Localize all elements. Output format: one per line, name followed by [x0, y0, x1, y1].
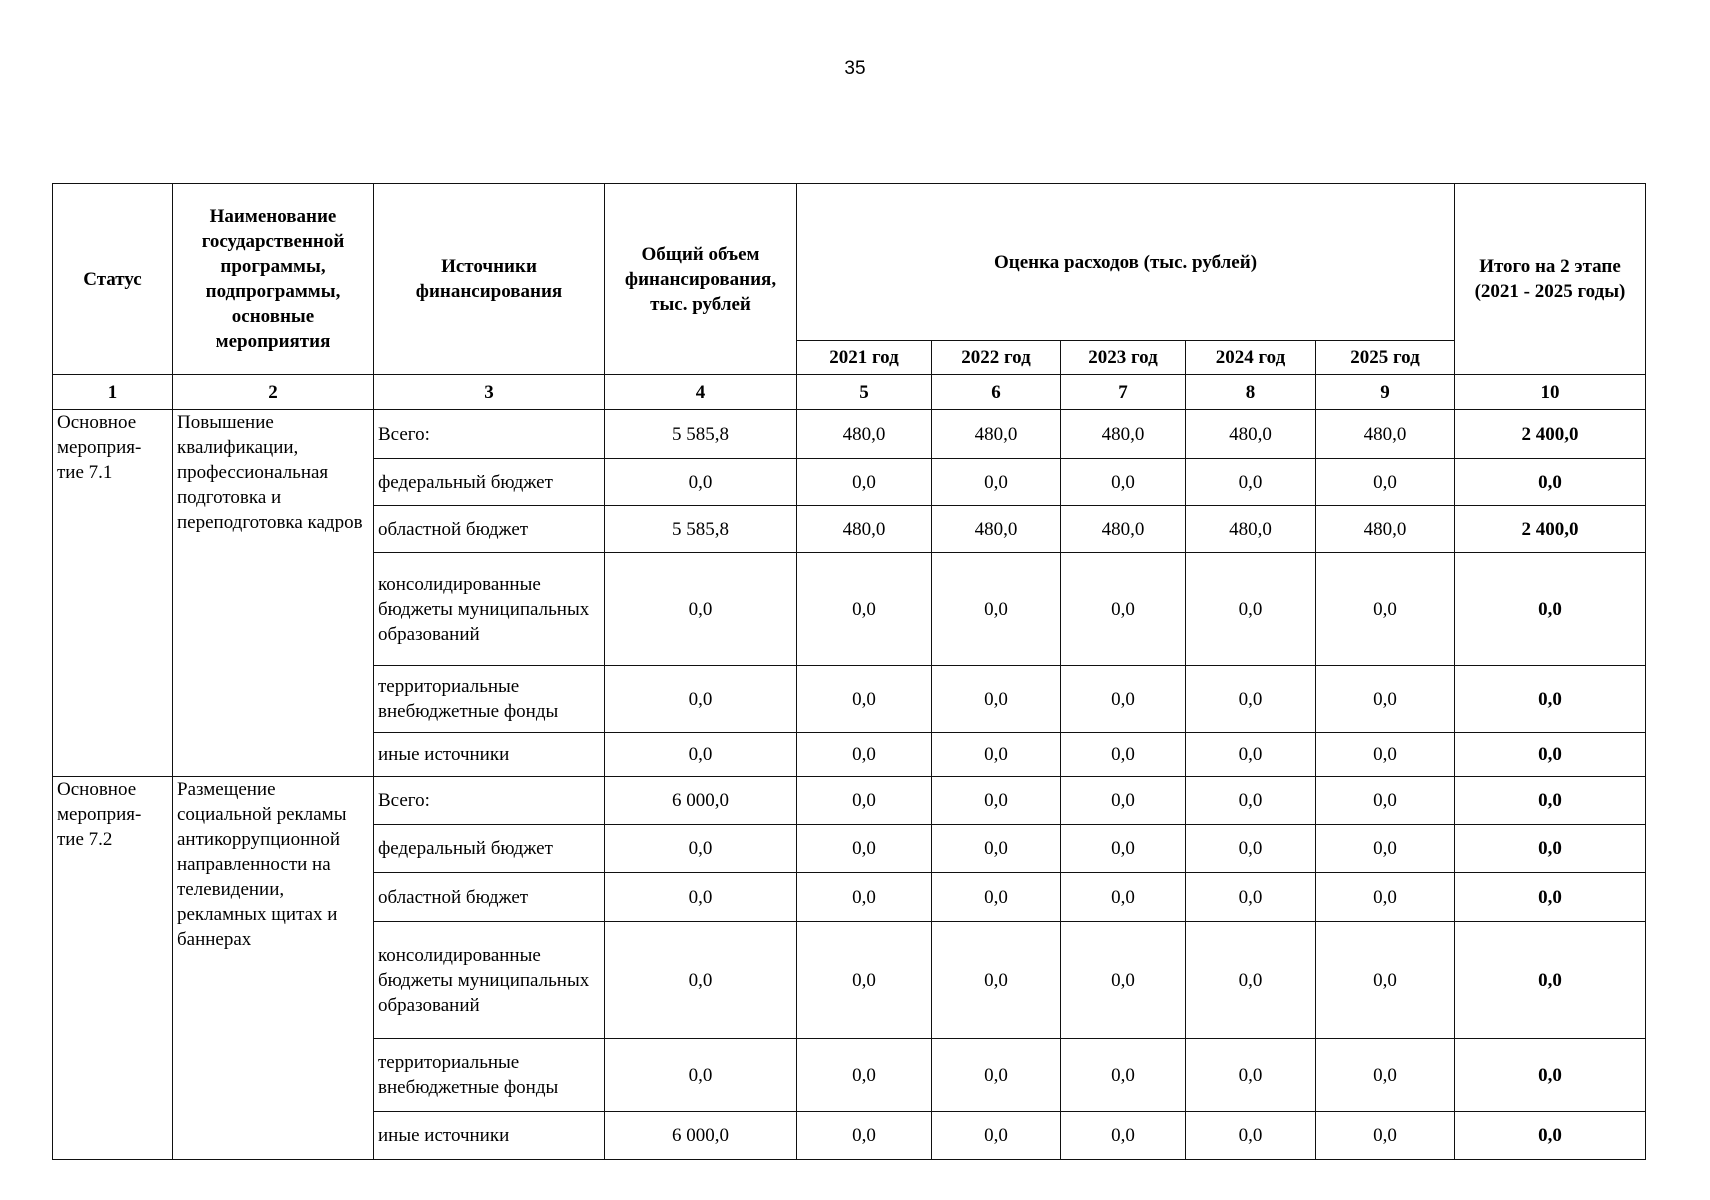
- measure-name: Повышение квалификации, профессиональная подготовка и переподготовка кадров: [173, 410, 374, 777]
- year-value-cell: 0,0: [1316, 666, 1455, 733]
- source-label: федеральный бюджет: [374, 459, 605, 506]
- year-value-cell: 0,0: [1061, 1039, 1186, 1112]
- column-number: 6: [932, 375, 1061, 410]
- stage-total-cell: 0,0: [1455, 666, 1646, 733]
- year-value-cell: 0,0: [1316, 777, 1455, 825]
- column-number: 10: [1455, 375, 1646, 410]
- source-label: федеральный бюджет: [374, 825, 605, 873]
- column-number: 2: [173, 375, 374, 410]
- source-label: консолидированные бюджеты муниципальных образований: [374, 553, 605, 666]
- total-volume-cell: 0,0: [605, 666, 797, 733]
- header-total-volume: Общий объем финансирования, тыс. рублей: [605, 184, 797, 375]
- total-volume-cell: 0,0: [605, 1039, 797, 1112]
- year-value-cell: 0,0: [1316, 459, 1455, 506]
- year-value-cell: 0,0: [1316, 1112, 1455, 1160]
- column-number: 3: [374, 375, 605, 410]
- measure-status: Основное мероприя-тие 7.1: [53, 410, 173, 777]
- stage-total-cell: 2 400,0: [1455, 506, 1646, 553]
- year-value-cell: 0,0: [1061, 777, 1186, 825]
- column-number: 5: [797, 375, 932, 410]
- year-value-cell: 480,0: [1186, 410, 1316, 459]
- year-value-cell: 0,0: [797, 1039, 932, 1112]
- year-value-cell: 0,0: [932, 825, 1061, 873]
- year-value-cell: 0,0: [1186, 553, 1316, 666]
- header-financing-sources: Источники финансирования: [374, 184, 605, 375]
- year-value-cell: 480,0: [932, 506, 1061, 553]
- measure-status: Основное мероприя-тие 7.2: [53, 777, 173, 1160]
- stage-total-cell: 0,0: [1455, 1039, 1646, 1112]
- year-value-cell: 480,0: [1061, 506, 1186, 553]
- year-value-cell: 0,0: [1186, 666, 1316, 733]
- year-value-cell: 480,0: [1316, 506, 1455, 553]
- measure-name: Размещение социальной рекламы антикоррупционной направленности на телевидении, рекламных щитах и баннерах: [173, 777, 374, 1160]
- year-value-cell: 480,0: [1186, 506, 1316, 553]
- stage-total-cell: 2 400,0: [1455, 410, 1646, 459]
- table-row: [53, 777, 1646, 825]
- total-volume-cell: 6 000,0: [605, 1112, 797, 1160]
- header-expense-estimate: Оценка расходов (тыс. рублей): [797, 184, 1455, 341]
- measure-7-2: [53, 777, 1646, 1160]
- year-value-cell: 480,0: [932, 410, 1061, 459]
- year-value-cell: 0,0: [1061, 666, 1186, 733]
- year-value-cell: 0,0: [1061, 459, 1186, 506]
- year-value-cell: 0,0: [1316, 553, 1455, 666]
- year-value-cell: 0,0: [932, 666, 1061, 733]
- total-volume-cell: 6 000,0: [605, 777, 797, 825]
- year-value-cell: 0,0: [1186, 1039, 1316, 1112]
- source-label: консолидированные бюджеты муниципальных образований: [374, 922, 605, 1039]
- source-label: иные источники: [374, 1112, 605, 1160]
- stage-total-cell: 0,0: [1455, 922, 1646, 1039]
- year-value-cell: 0,0: [1186, 922, 1316, 1039]
- page-number: 35: [844, 58, 866, 79]
- year-value-cell: 0,0: [932, 459, 1061, 506]
- total-volume-cell: 0,0: [605, 459, 797, 506]
- source-label: областной бюджет: [374, 873, 605, 922]
- year-value-cell: 0,0: [1186, 777, 1316, 825]
- column-number: 1: [53, 375, 173, 410]
- year-value-cell: 0,0: [1061, 873, 1186, 922]
- year-value-cell: 0,0: [932, 733, 1061, 777]
- year-value-cell: 0,0: [1186, 733, 1316, 777]
- total-volume-cell: 0,0: [605, 825, 797, 873]
- year-value-cell: 0,0: [1061, 825, 1186, 873]
- year-value-cell: 0,0: [797, 459, 932, 506]
- column-number-row: [53, 375, 1646, 410]
- year-value-cell: 0,0: [1061, 553, 1186, 666]
- year-value-cell: 0,0: [932, 777, 1061, 825]
- header-year: 2023 год: [1061, 341, 1186, 375]
- stage-total-cell: 0,0: [1455, 733, 1646, 777]
- measure-7-1: [53, 410, 1646, 777]
- year-value-cell: 0,0: [1186, 459, 1316, 506]
- year-value-cell: 0,0: [1316, 1039, 1455, 1112]
- year-value-cell: 0,0: [1316, 825, 1455, 873]
- year-value-cell: 0,0: [797, 922, 932, 1039]
- year-value-cell: 0,0: [1061, 1112, 1186, 1160]
- year-value-cell: 0,0: [932, 1112, 1061, 1160]
- header-year: 2025 год: [1316, 341, 1455, 375]
- year-value-cell: 0,0: [932, 873, 1061, 922]
- stage-total-cell: 0,0: [1455, 553, 1646, 666]
- total-volume-cell: 5 585,8: [605, 506, 797, 553]
- year-value-cell: 0,0: [1186, 825, 1316, 873]
- header-year: 2021 год: [797, 341, 932, 375]
- total-volume-cell: 0,0: [605, 553, 797, 666]
- column-number: 8: [1186, 375, 1316, 410]
- total-volume-cell: 0,0: [605, 733, 797, 777]
- year-value-cell: 0,0: [797, 1112, 932, 1160]
- year-value-cell: 0,0: [797, 873, 932, 922]
- header-stage-total: Итого на 2 этапе (2021 - 2025 годы): [1455, 184, 1646, 375]
- stage-total-cell: 0,0: [1455, 873, 1646, 922]
- year-value-cell: 0,0: [1186, 1112, 1316, 1160]
- year-value-cell: 480,0: [797, 506, 932, 553]
- year-value-cell: 0,0: [932, 1039, 1061, 1112]
- stage-total-cell: 0,0: [1455, 1112, 1646, 1160]
- year-value-cell: 0,0: [797, 666, 932, 733]
- year-value-cell: 0,0: [797, 825, 932, 873]
- year-value-cell: 0,0: [1316, 873, 1455, 922]
- year-value-cell: 0,0: [1186, 873, 1316, 922]
- year-value-cell: 0,0: [797, 553, 932, 666]
- total-volume-cell: 0,0: [605, 922, 797, 1039]
- year-value-cell: 0,0: [932, 922, 1061, 1039]
- year-value-cell: 0,0: [1316, 922, 1455, 1039]
- total-volume-cell: 5 585,8: [605, 410, 797, 459]
- year-value-cell: 480,0: [797, 410, 932, 459]
- year-value-cell: 480,0: [1316, 410, 1455, 459]
- header-status: Статус: [53, 184, 173, 375]
- financing-table: [52, 183, 1646, 1160]
- year-value-cell: 0,0: [797, 733, 932, 777]
- source-label: Всего:: [374, 410, 605, 459]
- column-number: 7: [1061, 375, 1186, 410]
- source-label: иные источники: [374, 733, 605, 777]
- table-header: [53, 184, 1646, 410]
- column-number: 4: [605, 375, 797, 410]
- year-value-cell: 0,0: [797, 777, 932, 825]
- source-label: Всего:: [374, 777, 605, 825]
- total-volume-cell: 0,0: [605, 873, 797, 922]
- year-value-cell: 0,0: [1316, 733, 1455, 777]
- year-value-cell: 0,0: [932, 553, 1061, 666]
- source-label: территориальные внебюджетные фонды: [374, 666, 605, 733]
- stage-total-cell: 0,0: [1455, 777, 1646, 825]
- header-year: 2024 год: [1186, 341, 1316, 375]
- year-value-cell: 480,0: [1061, 410, 1186, 459]
- source-label: территориальные внебюджетные фонды: [374, 1039, 605, 1112]
- table-row: [53, 410, 1646, 459]
- header-year: 2022 год: [932, 341, 1061, 375]
- source-label: областной бюджет: [374, 506, 605, 553]
- header-program-name: Наименование государственной программы, подпрограммы, основные мероприятия: [173, 184, 374, 375]
- stage-total-cell: 0,0: [1455, 459, 1646, 506]
- column-number: 9: [1316, 375, 1455, 410]
- stage-total-cell: 0,0: [1455, 825, 1646, 873]
- year-value-cell: 0,0: [1061, 733, 1186, 777]
- year-value-cell: 0,0: [1061, 922, 1186, 1039]
